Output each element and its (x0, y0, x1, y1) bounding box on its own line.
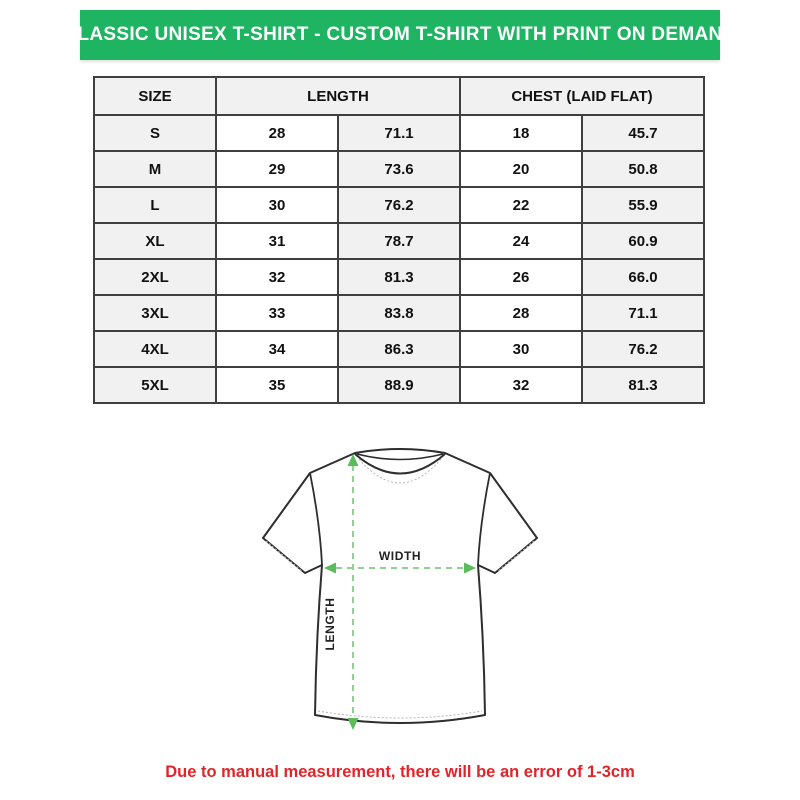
size-cell: L (94, 187, 216, 223)
tshirt-outline (263, 449, 537, 723)
table-row (94, 367, 704, 403)
value-cell: 71.1 (582, 295, 704, 331)
column-header-length: LENGTH (216, 77, 460, 115)
measurement-disclaimer: Due to manual measurement, there will be an error of 1-3cm (165, 763, 635, 781)
value-cell: 81.3 (338, 259, 460, 295)
value-cell: 76.2 (582, 331, 704, 367)
table-header-row (94, 77, 704, 115)
value-cell: 66.0 (582, 259, 704, 295)
size-cell: 4XL (94, 331, 216, 367)
value-cell: 32 (216, 259, 338, 295)
value-cell: 83.8 (338, 295, 460, 331)
value-cell: 18 (460, 115, 582, 151)
size-cell: 3XL (94, 295, 216, 331)
size-cell: 5XL (94, 367, 216, 403)
size-cell: 2XL (94, 259, 216, 295)
tshirt-measurement-diagram (230, 425, 570, 745)
table-row (94, 223, 704, 259)
table-row (94, 331, 704, 367)
value-cell: 28 (216, 115, 338, 151)
value-cell: 32 (460, 367, 582, 403)
size-cell: XL (94, 223, 216, 259)
table-row (94, 295, 704, 331)
value-cell: 24 (460, 223, 582, 259)
value-cell: 81.3 (582, 367, 704, 403)
table-row (94, 151, 704, 187)
value-cell: 35 (216, 367, 338, 403)
page-title: CLASSIC UNISEX T-SHIRT - CUSTOM T-SHIRT WITH PRINT ON DEMAND (63, 24, 737, 45)
width-label: WIDTH (378, 549, 422, 563)
value-cell: 73.6 (338, 151, 460, 187)
value-cell: 76.2 (338, 187, 460, 223)
table-row (94, 187, 704, 223)
column-header-size: SIZE (94, 77, 216, 115)
length-label: LENGTH (323, 597, 337, 651)
value-cell: 34 (216, 331, 338, 367)
value-cell: 30 (460, 331, 582, 367)
column-header-chest: CHEST (LAID FLAT) (460, 77, 704, 115)
value-cell: 50.8 (582, 151, 704, 187)
value-cell: 86.3 (338, 331, 460, 367)
value-cell: 30 (216, 187, 338, 223)
value-cell: 60.9 (582, 223, 704, 259)
table-row (94, 259, 704, 295)
tshirt-diagram-svg (230, 425, 570, 745)
length-arrow-bottom (348, 718, 359, 730)
size-cell: S (94, 115, 216, 151)
title-banner (63, 10, 737, 60)
value-cell: 31 (216, 223, 338, 259)
value-cell: 55.9 (582, 187, 704, 223)
size-chart-container (93, 76, 705, 404)
size-chart-table (93, 76, 705, 404)
value-cell: 28 (460, 295, 582, 331)
value-cell: 88.9 (338, 367, 460, 403)
value-cell: 29 (216, 151, 338, 187)
value-cell: 22 (460, 187, 582, 223)
value-cell: 71.1 (338, 115, 460, 151)
table-row (94, 115, 704, 151)
value-cell: 26 (460, 259, 582, 295)
value-cell: 45.7 (582, 115, 704, 151)
value-cell: 33 (216, 295, 338, 331)
value-cell: 78.7 (338, 223, 460, 259)
value-cell: 20 (460, 151, 582, 187)
size-cell: M (94, 151, 216, 187)
